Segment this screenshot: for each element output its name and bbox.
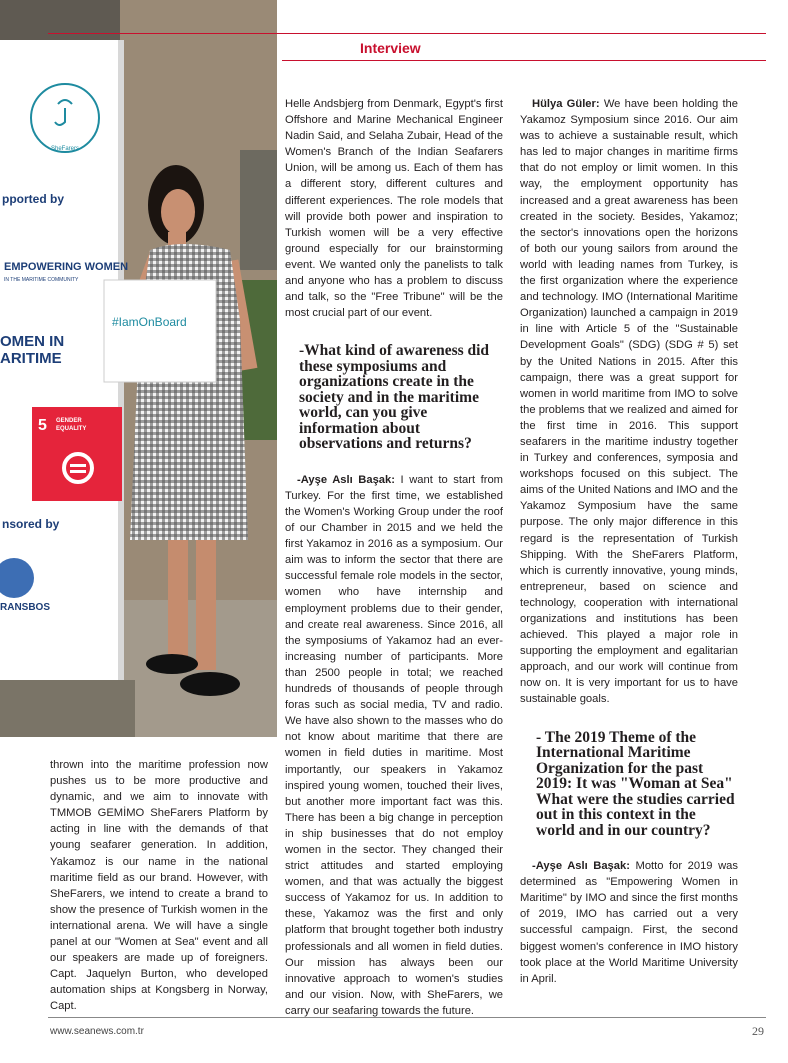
banner-sponsored-text: nsored by (2, 517, 60, 531)
interview-photo (0, 0, 277, 737)
column-right (520, 96, 738, 987)
answer-text: I want to start from Turkey. For the first time, we established the Women's Working Group under the roof of our Chamber in 2015 and we held the first Yakamoz in 2016 as a symposium. Our aim was to inform the sector that there are successful female role models in the sector, women who have internship and employment problems due to their gender, and create real awareness. Since 2016, all the symposiums of Yakamoz had an ever-increasing number of participants. More than 2500 people in total; we reached hundreds of thousands of people through foras such as social media, TV and radio. We have also shown to the masses who do not know about maritime that there are women in field duties in maritime. Most importantly, our speakers in Yakamoz inspired young women, touched their lives, but another more important fact was this. There has been a big change in perception in ship businesses that do not employ women in the sector. They changed their strict attitudes and started employing women, and that was actually the biggest success of Yakamoz for us. In addition to these, Yakamoz was the first and only platform that brought together both industry professionals and all women in field duties. Our mission has always been our innovative approach to women's studies and our vision. Now, with SheFarers, we carry our seafaring towards the future. (285, 473, 503, 1017)
answer-paragraph (520, 96, 738, 708)
banner-empowering-sub: IN THE MARITIME COMMUNITY (4, 277, 79, 283)
banner-sponsor-logo: RANSBOS (0, 602, 51, 613)
placard-text: #IamOnBoard (112, 315, 187, 329)
sdg-number: 5 (38, 417, 47, 434)
footer-rule (48, 1017, 766, 1018)
question-heading: -What kind of awareness did these symposiums and organizations create in the society and in the maritime world, can you give information about observations and returns? (299, 342, 490, 453)
banner-supported-text: pported by (2, 192, 64, 206)
banner-maritime-text: ARITIME (0, 350, 62, 367)
column-middle (285, 96, 503, 1019)
sdg-title-2: EQUALITY (56, 426, 87, 432)
section-label: Interview (360, 40, 421, 56)
banner-empowering-text: EMPOWERING WOMEN (4, 261, 129, 273)
banner-logo-text: SheFarers (50, 146, 80, 152)
speaker-name: -Ayşe Aslı Başak: (297, 473, 395, 486)
answer-paragraph (285, 472, 503, 1019)
answer-text: We have been holding the Yakamoz Symposium since 2016. Our aim was to achieve a sustainable result, which has led to major changes in maritime firms that do not employ or limit women. In this way, the employment opportunity has increased and a great awareness has been created in the society. Besides, Yakamoz; the sector's innovations open the horizons of both our young sailors from around the world with leading names from Turkey, is the first organization where the experience and technology. IMO (International Maritime Organization) launched a campaign in 2019 in line with Article 5 of the "Sustainable Development Goals" (SDG) (SDG # 5) set by the United Nations in 2015. After this campaign, there was a great support for women in world maritime from IMO to solve the problems that we realized and aimed for the first time in 2016. This support seafarers in the maritime industry together in Turkey and conferences, symposia and workshops focused on this subject. The aims of the United Nations and IMO and the Yakamoz Symposium have the same purpose. The only major difference in this regard is the representation of Turkish Shipping. With the SheFarers Platform, which is currently innovative, young minds, entrepreneur, based on science and technology, cooperation with international organizations and institutions has been achieved. This played a major role in supporting the employment and egalitarian approach, and our work will continue from now on. It is very important for us to have sustainable goals. (520, 98, 738, 706)
speaker-name: Hülya Güler: (532, 98, 600, 110)
footer-url: www.seanews.com.tr (50, 1026, 144, 1037)
header-rule-secondary (282, 60, 766, 61)
banner-women-in-text: OMEN IN (0, 333, 65, 350)
speaker-name: -Ayşe Aslı Başak: (532, 860, 630, 873)
answer-paragraph (520, 858, 738, 987)
header-rule (48, 33, 766, 34)
paragraph: thrown into the maritime profession now pushes us to be more productive and dynamic, and we aim to innovate with TMMOB GEMİMO SheFarers Platform by acting in line with the demands of that young seafarer generation. In addition, Yakamoz is our name in the national maritime field as our brand. However, with SheFarers, we intend to create a brand to show the presence of Turkish women in the international arena. We will have a single panel at our "Women at Sea" event and all our speakers are made up of foreigners. Capt. Jaquelyn Burton, who developed automation ships at Kongsberg in Norway, Capt. (50, 759, 268, 1013)
page-number: 29 (752, 1024, 764, 1038)
column-left (50, 757, 268, 1015)
paragraph: Helle Andsbjerg from Denmark, Egypt's first Offshore and Marine Mechanical Engineer Nadin Said, and Selaha Zubair, Head of the Women's Branch of the Indian Seafarers Union, will be among us. Each of them has a different story, different cultures and different experiences. The role models that will provide both power and inspiration to Turkish women will be a very effective ground especially for our brainstorming event. We wanted only the panelists to talk and anyone who has a problem to discuss and talk, so the "Free Tribune" will be the most crucial part of our event. (285, 98, 503, 320)
sdg-title-1: GENDER (56, 418, 82, 424)
answer-text: Motto for 2019 was determined as "Empowering Women in Maritime" by IMO and since the first months of 2019, IMO has carried out a very successful campaign. First, the second biggest women's conference in IMO history took place at the World Maritime University in April. (520, 860, 738, 985)
question-heading: - The 2019 Theme of the International Maritime Organization for the past 2019: It was "Woman at Sea" What were the studies carried out in this context in the world and in our country? (536, 728, 735, 839)
